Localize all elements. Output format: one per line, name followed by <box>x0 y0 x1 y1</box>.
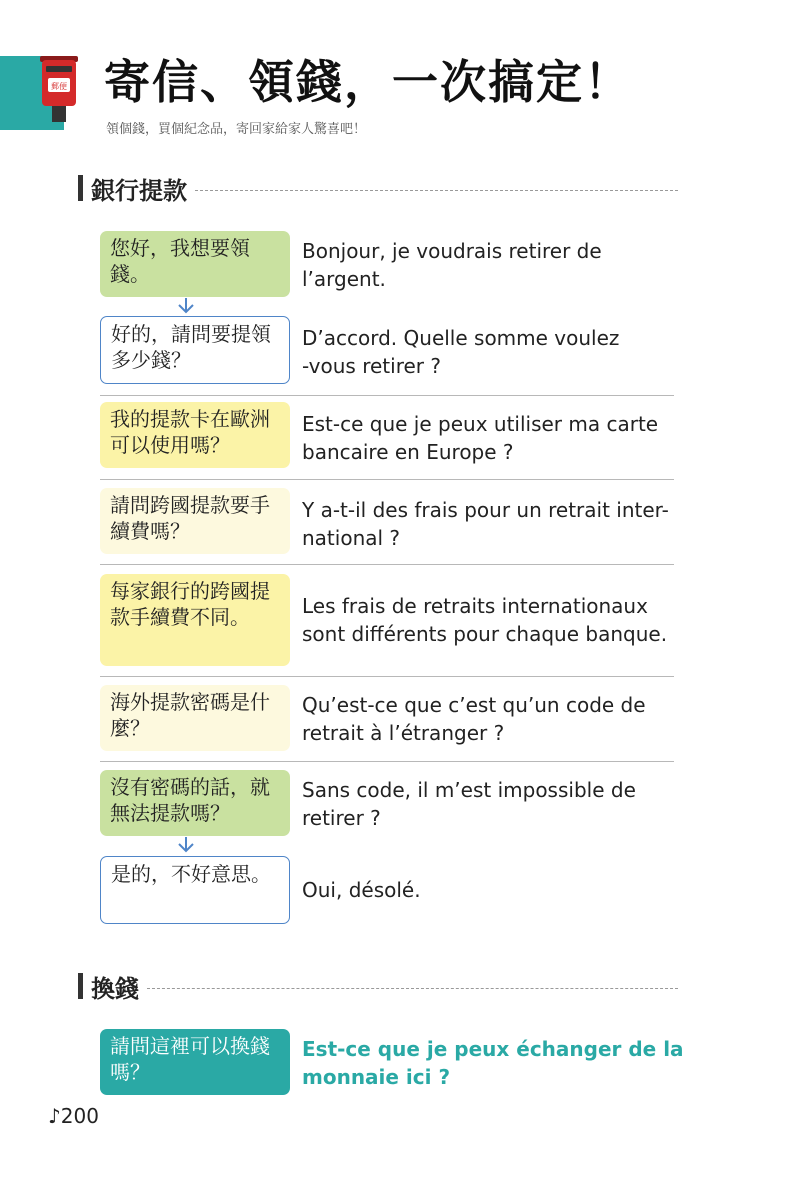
french-line: D’accord. Quelle somme voulez <box>302 326 620 350</box>
chinese-phrase-bubble: 請問跨國提款要手續費嗎？ <box>100 488 290 554</box>
section-divider <box>195 190 678 191</box>
mailbox-label: 郵便 <box>51 82 67 91</box>
french-line: retrait à l’étranger ? <box>302 721 505 745</box>
french-line: Est-ce que je peux échanger de la <box>302 1037 684 1061</box>
section-header-withdrawal <box>78 170 678 206</box>
reply-arrow-icon <box>176 837 196 853</box>
french-phrase <box>302 592 682 648</box>
page-title: 寄信、領錢，一次搞定！ <box>104 55 632 109</box>
french-phrase <box>302 691 682 747</box>
french-phrase <box>302 876 682 904</box>
chinese-phrase-bubble: 每家銀行的跨國提款手續費不同。 <box>100 574 290 666</box>
chinese-phrase-bubble: 您好，我想要領錢。 <box>100 231 290 297</box>
row-divider <box>100 395 674 396</box>
french-phrase <box>302 496 682 552</box>
section-title: 銀行提款 <box>91 176 187 205</box>
page-number-text: 200 <box>60 1104 99 1128</box>
section-header-exchange <box>78 968 678 1004</box>
reply-arrow-icon <box>176 298 196 314</box>
mailbox-icon <box>38 52 80 124</box>
french-line: Les frais de retraits internationaux <box>302 594 648 618</box>
french-line: l’argent. <box>302 267 386 291</box>
section-marker <box>78 175 83 201</box>
page-number <box>48 1104 99 1128</box>
page-subtitle: 領個錢，買個紀念品，寄回家給家人驚喜吧！ <box>106 122 367 137</box>
french-line: bancaire en Europe ? <box>302 440 514 464</box>
french-line: sont différents pour chaque banque. <box>302 622 668 646</box>
french-phrase <box>302 776 682 832</box>
row-divider <box>100 479 674 480</box>
french-line: Sans code, il m’est impossible de <box>302 778 636 802</box>
french-line: monnaie ici ? <box>302 1065 451 1089</box>
french-line: Est-ce que je peux utiliser ma carte <box>302 412 659 436</box>
french-line: Y a-t-il des frais pour un retrait inter- <box>302 498 669 522</box>
french-phrase <box>302 1035 682 1091</box>
french-line: Qu’est-ce que c’est qu’un code de <box>302 693 646 717</box>
row-divider <box>100 761 674 762</box>
chinese-phrase-bubble: 請問這裡可以換錢嗎？ <box>100 1029 290 1095</box>
french-phrase <box>302 237 682 293</box>
chinese-phrase-bubble: 沒有密碼的話，就無法提款嗎？ <box>100 770 290 836</box>
chinese-phrase-bubble: 是的，不好意思。 <box>100 856 290 924</box>
chinese-phrase-bubble: 海外提款密碼是什麼？ <box>100 685 290 751</box>
row-divider <box>100 564 674 565</box>
section-divider <box>147 988 678 989</box>
chinese-phrase-bubble: 好的，請問要提領多少錢？ <box>100 316 290 384</box>
french-line: retirer ? <box>302 806 381 830</box>
french-line: -vous retirer ? <box>302 354 441 378</box>
music-note-icon: ♪ <box>48 1104 61 1128</box>
section-marker <box>78 973 83 999</box>
french-line: national ? <box>302 526 401 550</box>
section-title: 換錢 <box>91 974 139 1003</box>
row-divider <box>100 676 674 677</box>
french-phrase <box>302 410 682 466</box>
french-line: Bonjour, je voudrais retirer de <box>302 239 602 263</box>
french-line: Oui, désolé. <box>302 878 421 902</box>
french-phrase <box>302 324 682 380</box>
chinese-phrase-bubble: 我的提款卡在歐洲可以使用嗎？ <box>100 402 290 468</box>
